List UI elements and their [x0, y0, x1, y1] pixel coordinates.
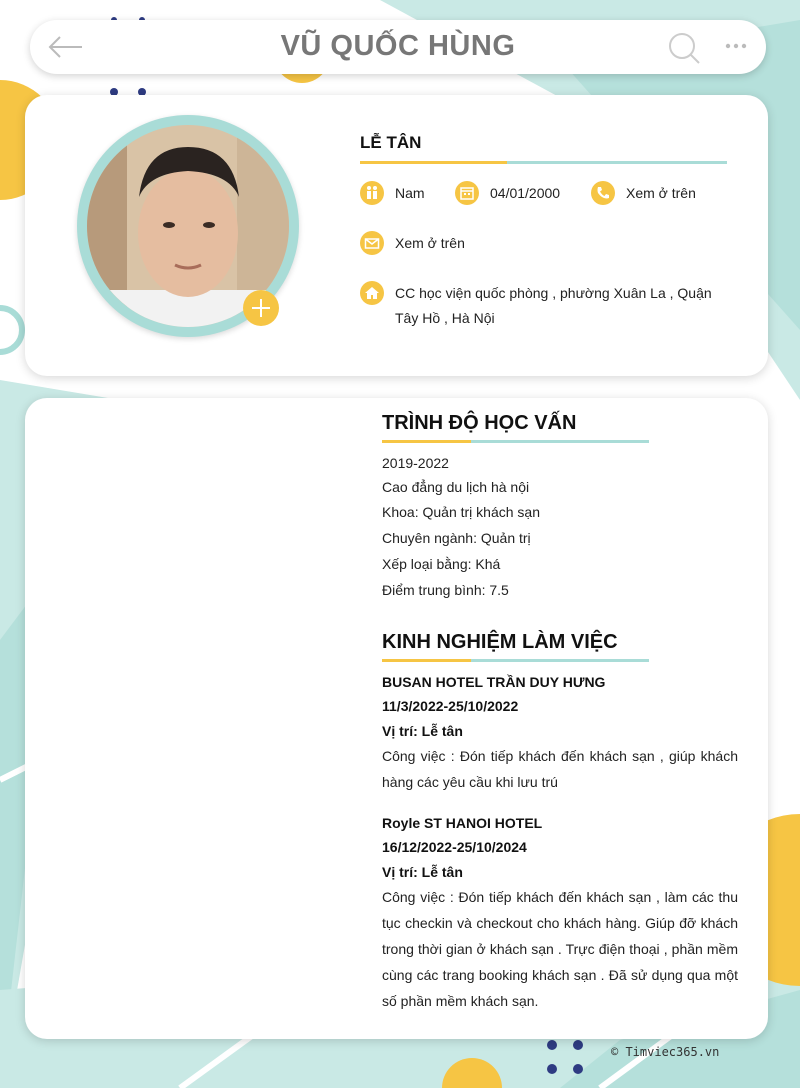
candidate-name: VŨ QUỐC HÙNG	[280, 30, 516, 62]
add-photo-button[interactable]	[243, 290, 279, 326]
email-icon	[360, 231, 384, 255]
experience-description: Công việc : Đón tiếp khách đến khách sạn , giúp khách hàng các yêu cầu khi lưu trú	[382, 748, 738, 790]
phone-icon	[591, 181, 615, 205]
experience-underline	[382, 659, 649, 662]
job-title-underline	[360, 161, 727, 164]
home-icon	[360, 281, 384, 305]
education-title: TRÌNH ĐỘ HỌC VẤN	[382, 412, 577, 434]
more-options-icon[interactable]	[724, 38, 748, 54]
experience-description: Công việc : Đón tiếp khách đến khách sạn , làm các thu tục checkin và checkout cho khách hàng. Giúp đỡ khách trong thời gian ở khách sạn . Trực điện thoại , phần mềm cùng các trang booking khách sạn . Đã sử dụng qua một số phần mềm khách sạn.	[382, 889, 738, 1009]
gender-icon	[360, 181, 384, 205]
job-title: LỄ TÂN	[360, 133, 422, 152]
experience-period: 11/3/2022-25/10/2022	[382, 698, 519, 714]
search-icon[interactable]	[666, 30, 702, 66]
profile-card	[25, 95, 768, 376]
plus-icon	[243, 290, 279, 326]
birthdate-value: 04/01/2000	[490, 185, 561, 201]
top-bar	[30, 20, 766, 74]
phone-row	[591, 181, 696, 206]
address-row	[360, 281, 730, 331]
education-major: Chuyên ngành: Quản trị	[382, 530, 531, 546]
phone-value: Xem ở trên	[626, 185, 696, 201]
experience-position: Vị trí: Lễ tân	[382, 723, 463, 739]
education-period: 2019-2022	[382, 455, 449, 471]
birthdate-row	[455, 181, 560, 206]
education-faculty: Khoa: Quản trị khách sạn	[382, 504, 540, 520]
education-school: Cao đẳng du lịch hà nội	[382, 479, 530, 495]
email-value: Xem ở trên	[395, 235, 465, 251]
experience-position: Vị trí: Lễ tân	[382, 864, 463, 880]
calendar-icon	[455, 181, 479, 205]
gender-row	[360, 181, 425, 206]
education-rank: Xếp loại bằng: Khá	[382, 556, 501, 572]
email-row	[360, 231, 465, 256]
experience-title: KINH NGHIỆM LÀM VIỆC	[382, 631, 618, 653]
education-gpa: Điểm trung bình: 7.5	[382, 582, 509, 598]
watermark: © Timviec365.vn	[611, 1045, 720, 1059]
address-value: CC học viện quốc phòng , phường Xuân La , Quận Tây Hồ , Hà Nội	[395, 285, 712, 326]
education-underline	[382, 440, 649, 443]
resume-card	[25, 398, 768, 1039]
experience-period: 16/12/2022-25/10/2024	[382, 839, 527, 855]
gender-value: Nam	[395, 185, 425, 201]
experience-company: BUSAN HOTEL TRẦN DUY HƯNG	[382, 674, 606, 690]
experience-company: Royle ST HANOI HOTEL	[382, 815, 543, 831]
